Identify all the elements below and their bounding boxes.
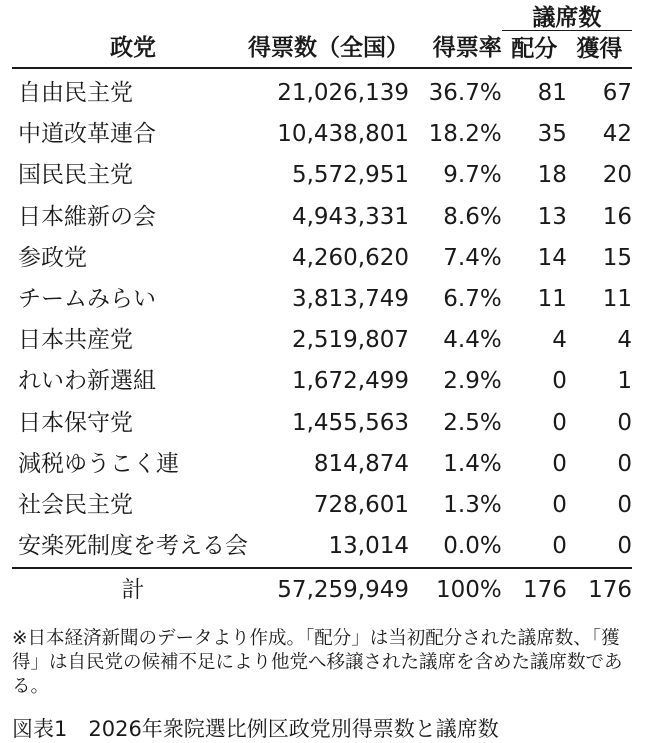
total-label: 計 [121,576,145,603]
rate-cell: 18.2% [428,121,502,148]
party-name: 日本保守党 [18,409,133,436]
table-row [12,485,632,526]
party-name: 安楽死制度を考える会 [12,526,248,568]
votes-cell: 3,813,749 [291,286,409,313]
won-seats-cell: 15 [602,244,632,271]
votes-header: 得票数（全国） [248,31,409,69]
rate-cell: 4.4% [443,327,502,354]
party-name: 参政党 [18,244,87,271]
allocated-seats-cell: 0 [502,526,567,568]
party-name: チームみらい [18,286,156,313]
votes-cell: 13,014 [248,526,409,568]
won-seats-cell: 0 [617,450,632,477]
won-seats-cell: 0 [567,526,632,568]
votes-cell: 5,572,951 [291,162,409,189]
won-seats-cell: 16 [602,203,632,230]
table-row [12,361,632,402]
won-seats-cell: 0 [617,409,632,436]
table-row [12,444,632,485]
party-name: 国民民主党 [18,162,133,189]
votes-cell: 21,026,139 [277,80,409,107]
header-row-top [12,0,632,31]
allocated-seats-cell: 81 [537,80,567,107]
party-name: 日本維新の会 [18,203,156,230]
won-seats-cell: 20 [602,162,632,189]
table-row [12,197,632,238]
party-header: 政党 [12,31,248,69]
table-row [12,403,632,444]
allocated-seats-cell: 18 [537,162,567,189]
rate-cell: 9.7% [443,162,502,189]
rate-cell: 2.9% [443,368,502,395]
total-allocated: 176 [522,576,567,603]
won-seats-cell: 1 [617,368,632,395]
total-won: 176 [588,576,632,603]
rate-cell: 1.3% [443,491,502,518]
party-name: 日本共産党 [18,327,133,354]
rate-cell: 0.0% [409,526,502,568]
rate-cell: 1.4% [443,450,502,477]
rate-cell: 2.5% [443,409,502,436]
won-seats-cell: 11 [602,286,632,313]
table-row [12,68,632,114]
allocated-seats-cell: 35 [537,121,567,148]
votes-cell: 728,601 [313,491,409,518]
rate-cell: 7.4% [443,244,502,271]
allocated-seats-cell: 11 [537,286,567,313]
allocated-seats-cell: 0 [552,450,567,477]
votes-cell: 1,672,499 [291,368,409,395]
won-seats-cell: 67 [602,80,632,107]
allocated-seats-cell: 0 [552,491,567,518]
allocated-seats-cell: 0 [552,409,567,436]
party-name: れいわ新選組 [18,368,156,395]
party-name: 自由民主党 [18,80,133,107]
table-row [12,155,632,196]
header-row [12,31,632,69]
seat-group-header: 議席数 [502,0,632,31]
won-header: 獲得 [567,31,632,69]
allocated-header: 配分 [502,31,567,69]
table-row [12,320,632,361]
party-name: 中道改革連合 [18,121,156,148]
won-seats-cell: 42 [602,121,632,148]
figure [12,0,648,743]
total-row [12,568,632,611]
source-note: ※日本経済新聞のデータより作成。「配分」は当初配分された議席数、「獲得」は自民党の候補不足により他党へ移譲された議席を含めた議席数である。 [12,628,623,698]
won-seats-cell: 4 [617,327,632,354]
rate-cell: 8.6% [443,203,502,230]
table-row [12,526,632,568]
allocated-seats-cell: 4 [552,327,567,354]
total-votes: 57,259,949 [277,576,409,603]
allocated-seats-cell: 14 [537,244,567,271]
votes-cell: 1,455,563 [291,409,409,436]
table-row [12,279,632,320]
table-row [12,238,632,279]
table-row [12,114,632,155]
allocated-seats-cell: 13 [537,203,567,230]
total-rate: 100% [435,576,502,603]
votes-cell: 4,943,331 [291,203,409,230]
rate-cell: 6.7% [443,286,502,313]
party-name: 社会民主党 [18,491,133,518]
votes-cell: 4,260,620 [291,244,409,271]
rate-cell: 36.7% [428,80,502,107]
won-seats-cell: 0 [617,491,632,518]
votes-cell: 10,438,801 [277,121,409,148]
rate-header: 得票率 [409,31,502,69]
votes-cell: 2,519,807 [291,327,409,354]
votes-cell: 814,874 [313,450,409,477]
party-name: 減税ゆうこく連 [18,450,179,477]
allocated-seats-cell: 0 [552,368,567,395]
figure-caption: 図表1 2026年衆院選比例区政党別得票数と議席数 [12,717,499,742]
results-table [12,0,632,611]
